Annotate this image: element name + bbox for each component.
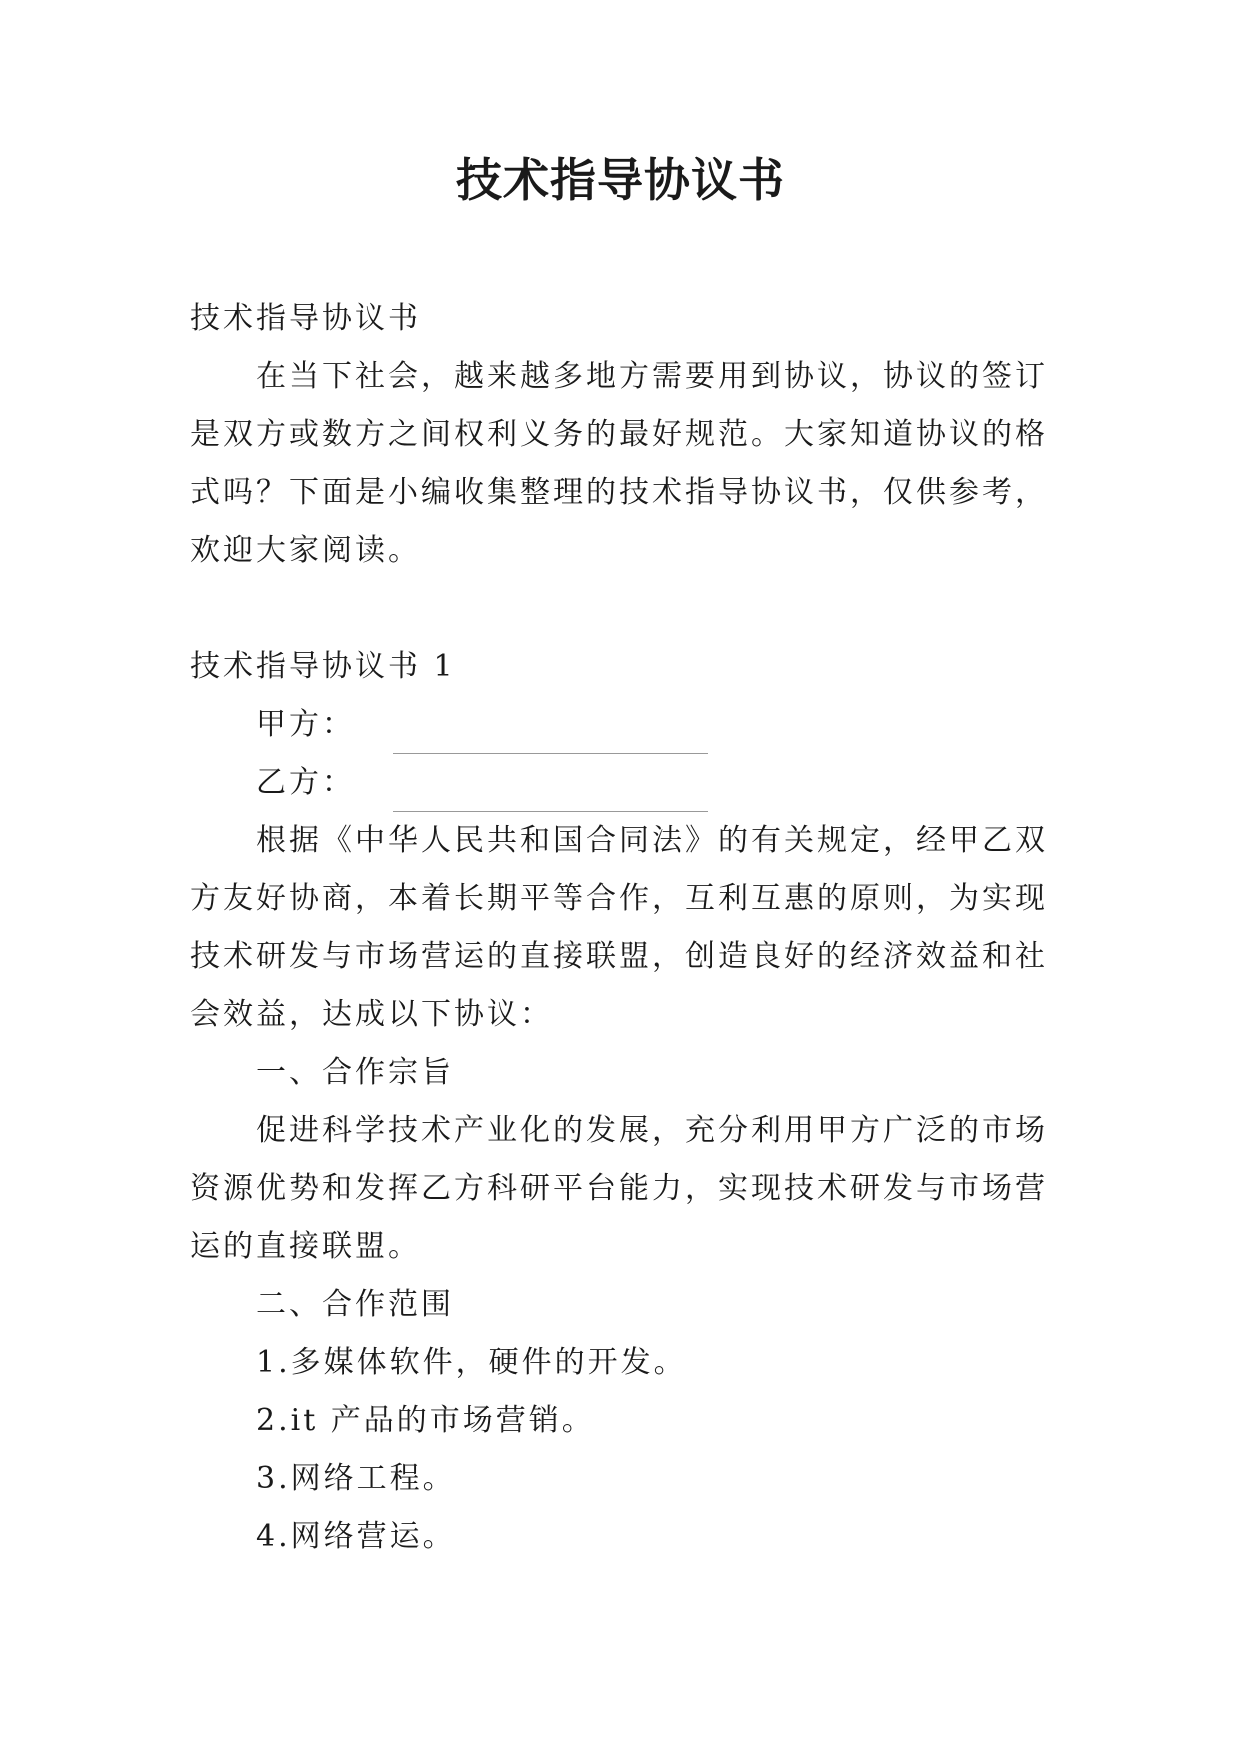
- document-subtitle: 技术指导协议书: [190, 301, 421, 336]
- party-b-row: [190, 754, 1070, 812]
- scope-item: 4.网络营运。: [256, 1519, 456, 1554]
- section-heading: 技术指导协议书 1: [190, 649, 456, 684]
- document-title: 技术指导协议书: [456, 153, 785, 207]
- party-a-row: [190, 696, 1070, 754]
- party-a-blank-line: [393, 713, 708, 754]
- scope-item: 2.it 产品的市场营销。: [256, 1403, 595, 1438]
- intro-line: 是双方或数方之间权利义务的最好规范。大家知道协议的格: [190, 417, 1048, 452]
- scope-item: 1.多媒体软件，硬件的开发。: [256, 1345, 687, 1380]
- purpose-line: 促进科学技术产业化的发展，充分利用甲方广泛的市场: [256, 1113, 1048, 1148]
- scope-heading: 二、合作范围: [256, 1287, 454, 1322]
- purpose-line: 运的直接联盟。: [190, 1229, 421, 1264]
- basis-line: 会效益，达成以下协议：: [190, 997, 553, 1032]
- scope-item: 3.网络工程。: [256, 1461, 456, 1496]
- paragraph-gap: [190, 580, 1070, 638]
- basis-line: 方友好协商，本着长期平等合作，互利互惠的原则，为实现: [190, 881, 1048, 916]
- party-b-blank-line: [393, 771, 708, 812]
- intro-line: 式吗？下面是小编收集整理的技术指导协议书，仅供参考，: [190, 475, 1048, 510]
- document-body: [190, 290, 1070, 1566]
- intro-line: 在当下社会，越来越多地方需要用到协议，协议的签订: [256, 359, 1048, 394]
- purpose-line: 资源优势和发挥乙方科研平台能力，实现技术研发与市场营: [190, 1171, 1048, 1206]
- party-a-label: 甲方：: [256, 707, 355, 742]
- basis-line: 技术研发与市场营运的直接联盟，创造良好的经济效益和社: [190, 939, 1048, 974]
- basis-line: 根据《中华人民共和国合同法》的有关规定，经甲乙双: [256, 823, 1048, 858]
- party-b-label: 乙方：: [256, 765, 355, 800]
- intro-line: 欢迎大家阅读。: [190, 533, 421, 568]
- purpose-heading: 一、合作宗旨: [256, 1055, 454, 1090]
